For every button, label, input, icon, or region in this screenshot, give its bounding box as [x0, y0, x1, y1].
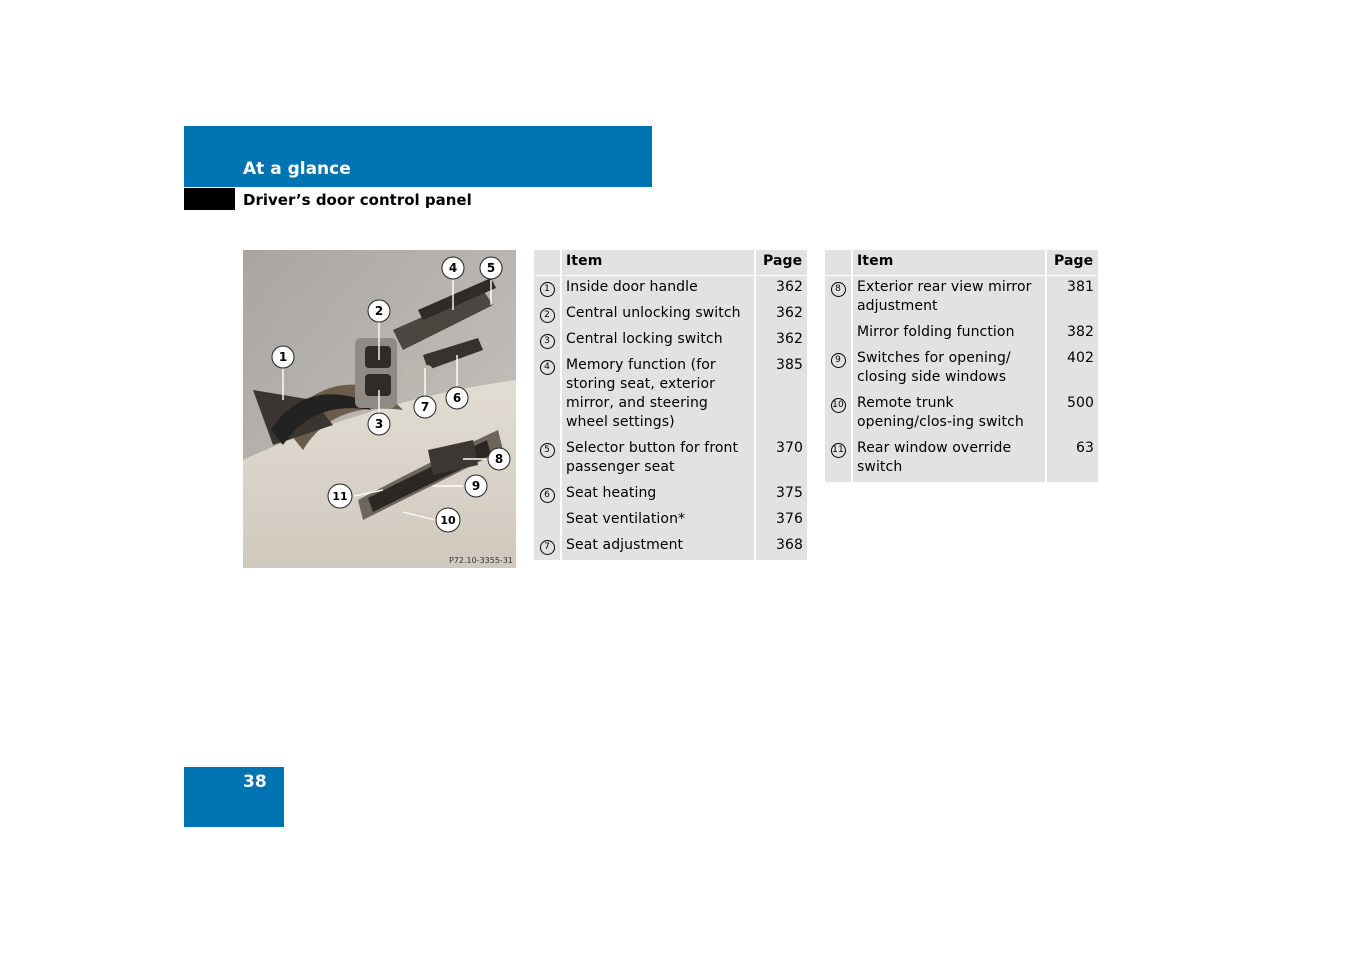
item-label: Rear window override switch — [857, 440, 1012, 475]
page-subtitle: Driver’s door control panel — [243, 191, 472, 209]
page-number-box — [184, 767, 284, 827]
item-label: Mirror folding function — [857, 324, 1015, 340]
item-label: Memory function (for storing seat, exterior mirror, and steering wheel settings) — [566, 357, 716, 430]
page-ref: 375 — [755, 482, 807, 508]
item-number: 2 — [540, 308, 555, 323]
table-row — [534, 328, 807, 354]
table-row — [534, 508, 807, 534]
table-row — [825, 437, 1098, 482]
section-header-band — [184, 126, 652, 187]
item-number: 7 — [540, 540, 555, 555]
item-number: 5 — [540, 443, 555, 458]
callout-7 — [414, 396, 436, 418]
svg-text:11: 11 — [332, 490, 348, 503]
item-label: Seat heating — [566, 485, 657, 501]
item-label: Seat ventilation* — [566, 511, 686, 527]
item-number: 8 — [831, 282, 846, 297]
callout-4 — [442, 257, 464, 279]
callout-5 — [480, 257, 502, 279]
item-number: 3 — [540, 334, 555, 349]
svg-text:9: 9 — [471, 479, 481, 493]
callout-9 — [465, 475, 487, 497]
svg-text:4: 4 — [448, 261, 458, 275]
item-number-empty — [825, 321, 852, 347]
item-number: 10 — [831, 398, 846, 413]
table-header-row — [534, 250, 807, 276]
callout-1 — [272, 346, 294, 368]
svg-text:2: 2 — [374, 304, 384, 318]
header-num-cell — [534, 250, 561, 276]
table-row — [534, 276, 807, 303]
callout-11 — [328, 484, 352, 508]
figure-code: P72.10-3355-31 — [448, 556, 513, 565]
item-label: Exterior rear view mirror adjustment — [857, 279, 1032, 314]
page-ref: 362 — [755, 328, 807, 354]
page-ref: 63 — [1046, 437, 1098, 482]
table-row — [534, 482, 807, 508]
page-ref: 385 — [755, 354, 807, 437]
header-page: Page — [755, 250, 807, 276]
callout-overlay — [243, 250, 516, 568]
items-table-right — [825, 250, 1098, 482]
item-number: 9 — [831, 353, 846, 368]
page-ref: 370 — [755, 437, 807, 482]
page-ref: 500 — [1046, 392, 1098, 437]
table-row — [534, 302, 807, 328]
item-number: 6 — [540, 488, 555, 503]
callout-8 — [488, 448, 510, 470]
item-label: Selector button for front passenger seat — [566, 440, 739, 475]
svg-text:5: 5 — [486, 261, 496, 275]
svg-text:6: 6 — [452, 391, 462, 405]
item-label: Seat adjustment — [566, 537, 684, 553]
svg-text:1: 1 — [278, 350, 288, 364]
table-row — [534, 354, 807, 437]
svg-text:3: 3 — [374, 417, 384, 431]
item-label: Central unlocking switch — [566, 305, 741, 321]
table-row — [825, 321, 1098, 347]
callout-6 — [446, 387, 468, 409]
svg-text:10: 10 — [440, 514, 456, 527]
svg-text:7: 7 — [420, 400, 430, 414]
item-label: Remote trunk opening/clos-ing switch — [857, 395, 1024, 430]
page-ref: 362 — [755, 302, 807, 328]
page-ref: 376 — [755, 508, 807, 534]
page-ref: 381 — [1046, 276, 1098, 322]
table-row — [825, 276, 1098, 322]
section-title: At a glance — [243, 159, 351, 179]
item-number: 4 — [540, 360, 555, 375]
item-number-empty — [534, 508, 561, 534]
item-label: Inside door handle — [566, 279, 698, 295]
item-number: 1 — [540, 282, 555, 297]
header-num-cell — [825, 250, 852, 276]
page-ref: 402 — [1046, 347, 1098, 392]
table-row — [825, 347, 1098, 392]
header-item: Item — [852, 250, 1046, 276]
item-label: Switches for opening/ closing side windows — [857, 350, 1011, 385]
callout-2 — [368, 300, 390, 322]
callout-3 — [368, 413, 390, 435]
page-ref: 368 — [755, 534, 807, 560]
table-row — [534, 437, 807, 482]
items-table-left — [534, 250, 807, 560]
page-ref: 362 — [755, 276, 807, 303]
item-label: Central locking switch — [566, 331, 723, 347]
header-item: Item — [561, 250, 755, 276]
table-row — [534, 534, 807, 560]
page-number: 38 — [243, 772, 267, 792]
table-header-row — [825, 250, 1098, 276]
item-number: 11 — [831, 443, 846, 458]
door-control-panel-photo — [243, 250, 516, 568]
header-page: Page — [1046, 250, 1098, 276]
page-ref: 382 — [1046, 321, 1098, 347]
svg-text:8: 8 — [494, 452, 504, 466]
callout-10 — [436, 508, 460, 532]
section-marker-tab — [184, 188, 235, 210]
table-row — [825, 392, 1098, 437]
